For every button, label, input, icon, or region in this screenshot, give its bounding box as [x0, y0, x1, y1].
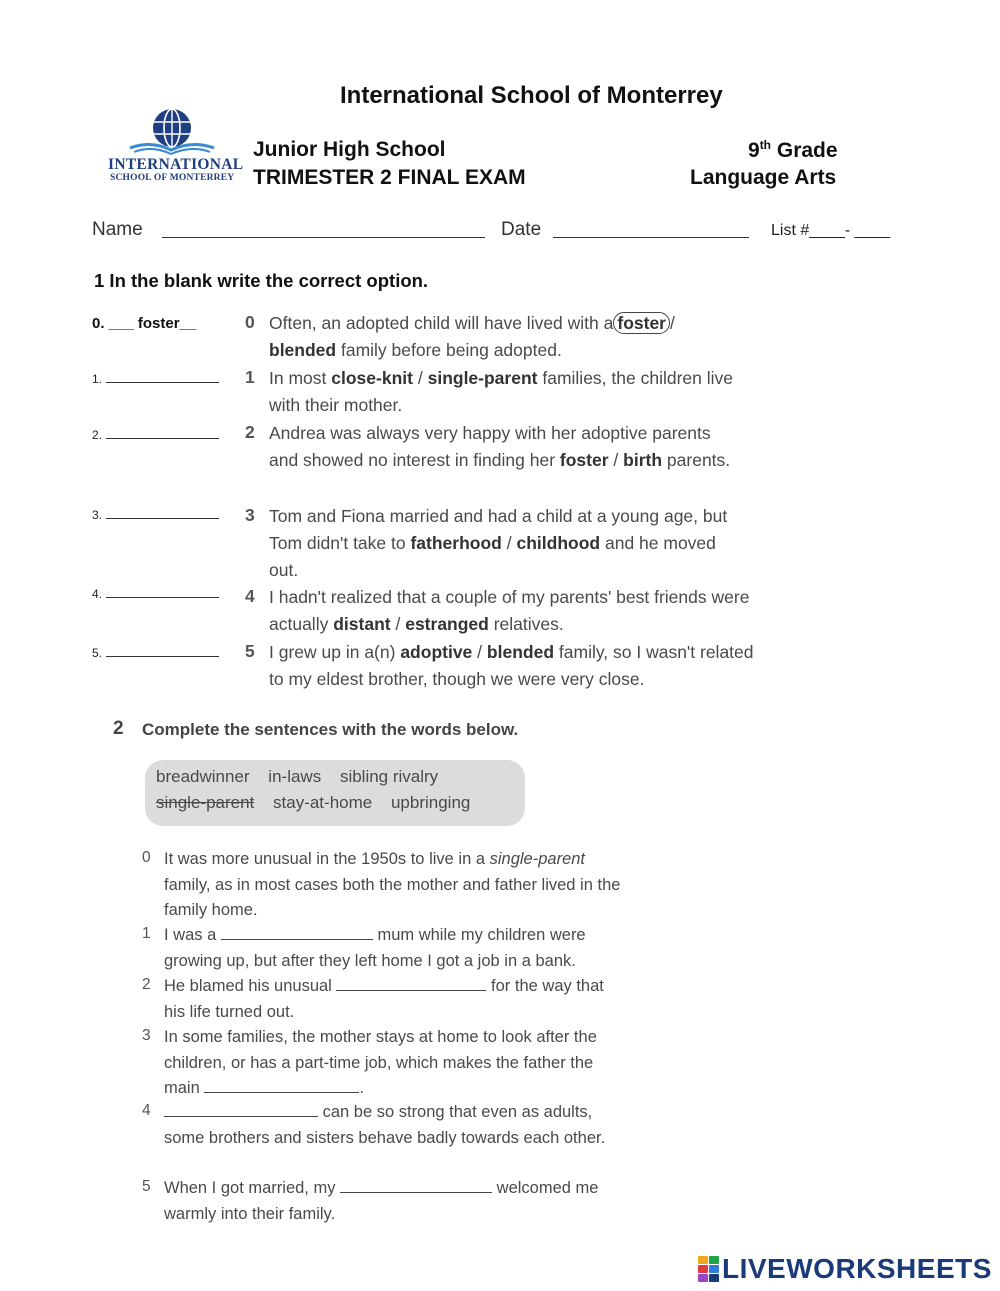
grade-word: Grade — [776, 139, 838, 162]
question-text: In most — [269, 368, 327, 388]
option-2: birth — [623, 450, 663, 470]
option-2: blended — [269, 340, 337, 360]
blank-1[interactable] — [221, 925, 373, 940]
question-number: 2 — [245, 422, 255, 442]
question-text: Tom and Fiona married and had a child at a young age, but Tom didn't take to — [269, 506, 728, 553]
word-single-parent: single-parent — [156, 793, 255, 812]
list-number-field[interactable]: List #____- ____ — [771, 222, 891, 239]
sentence-text: He blamed his unusual — [164, 977, 332, 995]
sentence-text: It was more unusual in the 1950s to live in a — [164, 850, 486, 868]
sentence-text: welcomed me warmly into their family. — [164, 1179, 599, 1223]
section1-heading: 1 In the blank write the correct option. — [94, 270, 429, 291]
option-1: foster — [559, 450, 609, 470]
sentence-text: . — [359, 1079, 364, 1097]
sentence-2 — [164, 974, 624, 1025]
date-field[interactable] — [553, 237, 749, 238]
answer-blank-5[interactable] — [92, 646, 219, 660]
answer-label: 5. — [92, 646, 103, 660]
question-text: Andrea was always very happy with her adoptive parents and showed no interest in finding her — [269, 423, 711, 470]
option-separator: / — [417, 368, 423, 388]
question-number: 3 — [245, 505, 255, 525]
question-number: 4 — [142, 1102, 151, 1119]
school-title: International School of Monterrey — [340, 82, 723, 109]
option-2: estranged — [405, 614, 489, 634]
question-0 — [269, 310, 739, 364]
answer-label: 1. — [92, 372, 103, 386]
sentence-text: I was a — [164, 926, 217, 944]
word-sibling-rivalry: sibling rivalry — [339, 767, 439, 786]
question-4 — [269, 584, 769, 638]
word-breadwinner: breadwinner — [156, 767, 250, 786]
option-1: close-knit — [331, 368, 413, 388]
question-text: relatives. — [493, 614, 564, 634]
blank-3[interactable] — [204, 1078, 359, 1093]
name-label: Name — [92, 219, 143, 240]
question-number: 2 — [142, 976, 151, 993]
word-upbringing: upbringing — [390, 793, 471, 812]
sentence-1 — [164, 923, 624, 974]
blank-4[interactable] — [164, 1102, 318, 1117]
sentence-text: family, as in most cases both the mother and father lived in the family home. — [164, 875, 621, 919]
example-answer: single-parent — [489, 850, 586, 868]
exam-title: TRIMESTER 2 FINAL EXAM — [253, 166, 526, 189]
word-in-laws: in-laws — [268, 767, 322, 786]
logo-text-school: SCHOOL OF MONTERREY — [110, 173, 235, 183]
sentence-3 — [164, 1025, 624, 1102]
question-1 — [269, 365, 759, 419]
subject: Language Arts — [690, 166, 837, 189]
question-text: I hadn't realized that a couple of my parents' best friends were actually — [269, 587, 750, 634]
answer-label: 3. — [92, 508, 103, 522]
option-2: childhood — [516, 533, 601, 553]
option-1: foster — [617, 313, 666, 333]
question-number: 0 — [142, 849, 151, 866]
question-text: Often, an adopted child will have lived with a — [269, 313, 614, 333]
answer-blank-4[interactable] — [92, 587, 219, 601]
date-label: Date — [501, 219, 542, 240]
option-separator: / — [613, 450, 619, 470]
sentence-0 — [164, 847, 624, 924]
option-2: single-parent — [427, 368, 538, 388]
liveworksheets-logo-icon — [698, 1254, 720, 1284]
question-number: 4 — [245, 586, 255, 606]
question-number: 3 — [142, 1027, 151, 1044]
question-number: 1 — [142, 925, 151, 942]
option-separator: / — [506, 533, 512, 553]
question-number: 1 — [245, 367, 255, 387]
question-5 — [269, 639, 769, 693]
question-text: and he moved out. — [269, 533, 716, 580]
section2-instruction: Complete the sentences with the words below. — [142, 720, 519, 739]
grade — [748, 138, 838, 163]
division: Junior High School — [253, 138, 446, 161]
word-bank-row-2 — [156, 793, 484, 813]
answer-0: 0. ___ foster__ — [92, 315, 197, 332]
question-2 — [269, 420, 739, 474]
question-text: families, the children live with their mother. — [269, 368, 733, 415]
question-text: family before being adopted. — [340, 340, 562, 360]
sentence-text: When I got married, my — [164, 1179, 336, 1197]
question-text: family, so I wasn't related to my eldest brother, though we were very close. — [269, 642, 754, 689]
grade-number: 9 — [748, 139, 760, 162]
answer-label: 2. — [92, 428, 103, 442]
option-separator: / — [477, 642, 483, 662]
question-number: 5 — [142, 1178, 151, 1195]
sentence-text: for the way that his life turned out. — [164, 977, 604, 1021]
sentence-4 — [164, 1100, 624, 1151]
sentence-text: mum while my children were growing up, but after they left home I got a job in a bank. — [164, 926, 586, 970]
liveworksheets-brand[interactable]: LIVEWORKSHEETS — [722, 1253, 992, 1284]
question-number: 5 — [245, 641, 255, 661]
word-bank-row-1 — [156, 767, 452, 787]
sentence-5 — [164, 1176, 614, 1227]
section2-number: 2 — [113, 718, 124, 739]
logo-text-international: INTERNATIONAL — [108, 156, 244, 173]
question-text: I grew up in a(n) — [269, 642, 396, 662]
answer-blank-2[interactable] — [92, 428, 219, 442]
question-3 — [269, 503, 749, 584]
answer-blank-1[interactable] — [92, 372, 219, 386]
option-1: distant — [333, 614, 391, 634]
question-number: 0 — [245, 312, 255, 332]
answer-label: 4. — [92, 587, 103, 601]
option-2: blended — [486, 642, 555, 662]
question-text: parents. — [666, 450, 731, 470]
option-separator: / — [395, 614, 401, 634]
sentence-text: In some families, the mother stays at home to look after the children, or has a part-time job, which makes the father the main — [164, 1028, 597, 1097]
blank-2[interactable] — [336, 976, 486, 991]
option-1: adoptive — [400, 642, 473, 662]
sentence-text: can be so strong that even as adults, some brothers and sisters behave badly towards each other. — [164, 1103, 606, 1147]
word-bank — [145, 760, 525, 826]
grade-suffix: th — [759, 138, 772, 152]
answer-blank-3[interactable] — [92, 508, 219, 522]
option-separator: / — [670, 313, 675, 333]
name-field[interactable] — [162, 237, 485, 238]
option-1: fatherhood — [410, 533, 502, 553]
word-stay-at-home: stay-at-home — [273, 793, 373, 812]
blank-5[interactable] — [340, 1178, 492, 1193]
